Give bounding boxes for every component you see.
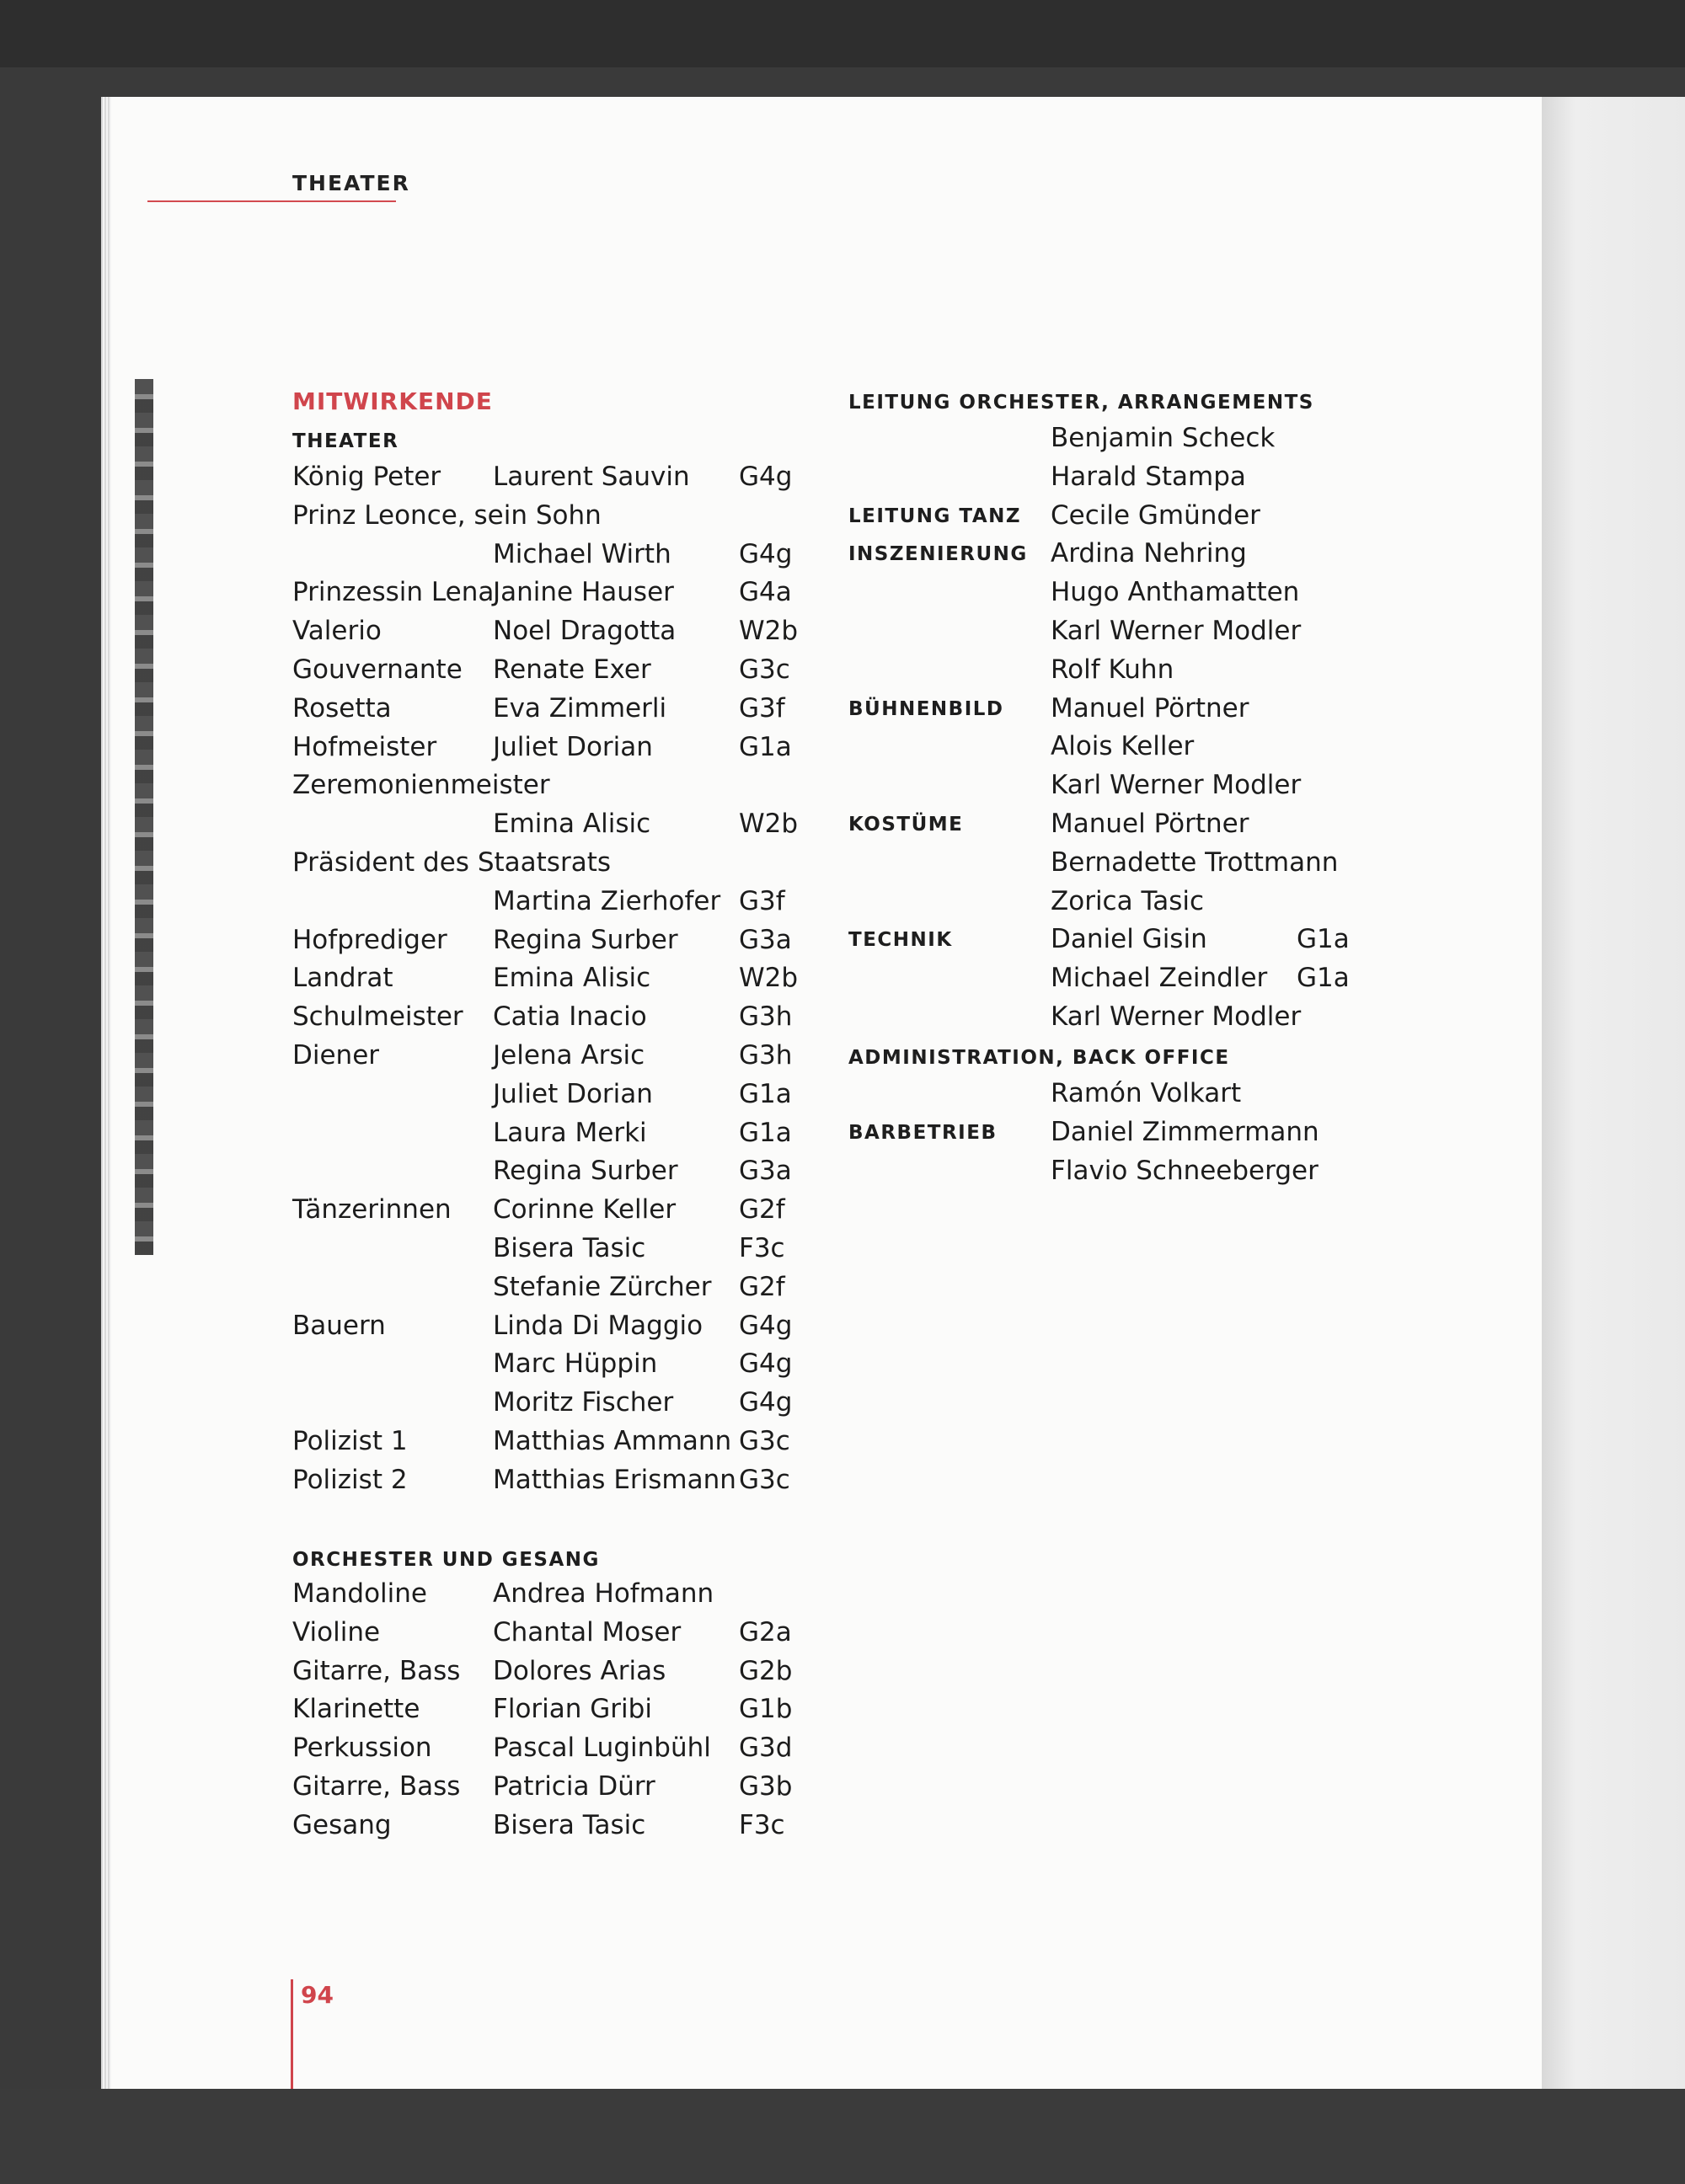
- cast-code: G2a: [739, 1616, 792, 1647]
- cast-role: Valerio: [292, 616, 382, 647]
- scan-background-bottom: [0, 2089, 1685, 2184]
- cast-name: Pascal Luginbühl: [493, 1733, 711, 1764]
- credit-name: Ramón Volkart: [1051, 1078, 1242, 1108]
- cast-code: F3c: [739, 1233, 785, 1263]
- credit-name: Cecile Gmünder: [1051, 499, 1260, 531]
- header-rule: [147, 200, 396, 202]
- credit-name: Flavio Schneeberger: [1051, 1155, 1319, 1186]
- cast-name: Laurent Sauvin: [493, 462, 690, 492]
- cast-code: G1b: [739, 1694, 793, 1725]
- subheading-theater: THEATER: [292, 430, 399, 452]
- cast-role: Bauern: [292, 1310, 386, 1341]
- cast-code: W2b: [739, 963, 799, 994]
- cast-name: Chantal Moser: [493, 1616, 682, 1647]
- cast-name: Renate Exer: [493, 654, 651, 685]
- cast-role: Präsident des Staatsrats: [292, 847, 611, 878]
- page-number: 94: [301, 1981, 334, 2009]
- credit-name: Ardina Nehring: [1051, 538, 1247, 569]
- cast-name: Matthias Ammann: [493, 1426, 732, 1456]
- cast-role: Prinz Leonce, sein Sohn: [292, 499, 602, 531]
- credit-name: Michael Zeindler: [1051, 963, 1268, 994]
- cast-name: Regina Surber: [493, 1156, 678, 1187]
- cast-role: Polizist 2: [292, 1464, 408, 1495]
- credit-code: G1a: [1297, 924, 1350, 955]
- cast-role: Gouvernante: [292, 654, 463, 685]
- credit-label-leitung-orchester: LEITUNG ORCHESTER, ARRANGEMENTS: [848, 392, 1314, 414]
- cast-role: Violine: [292, 1616, 381, 1647]
- cast-role: König Peter: [292, 462, 441, 492]
- cast-name: Catia Inacio: [493, 1001, 647, 1033]
- cast-code: G3c: [739, 1426, 790, 1456]
- credit-name: Daniel Gisin: [1051, 924, 1207, 955]
- credit-code: G1a: [1297, 963, 1350, 994]
- cast-role: Perkussion: [292, 1733, 432, 1764]
- cast-role: Gitarre, Bass: [292, 1655, 461, 1686]
- credit-label-administration: ADMINISTRATION, BACK OFFICE: [848, 1047, 1230, 1069]
- credit-name: Hugo Anthamatten: [1051, 577, 1300, 608]
- credit-label: TECHNIK: [848, 929, 953, 952]
- cast-code: G1a: [739, 1078, 792, 1109]
- cast-code: G4g: [739, 462, 793, 492]
- cast-role: Mandoline: [292, 1578, 427, 1609]
- cast-name: Eva Zimmerli: [493, 692, 667, 724]
- cast-role: Prinzessin Lena: [292, 577, 495, 608]
- credit-name: Manuel Pörtner: [1051, 809, 1249, 839]
- cast-role: Tänzerinnen: [292, 1194, 452, 1225]
- credit-name: Karl Werner Modler: [1051, 616, 1302, 646]
- cast-code: W2b: [739, 616, 799, 647]
- cast-name: Matthias Erismann: [493, 1464, 736, 1495]
- page-number-rule: [291, 1979, 293, 2089]
- cast-name: Janine Hauser: [493, 577, 674, 608]
- cast-role: Diener: [292, 1040, 380, 1071]
- cast-role: Polizist 1: [292, 1426, 408, 1456]
- cast-code: G3b: [739, 1771, 793, 1802]
- cast-name: Andrea Hofmann: [493, 1578, 714, 1609]
- cast-role: Schulmeister: [292, 1001, 463, 1033]
- cast-name: Stefanie Zürcher: [493, 1271, 712, 1302]
- cast-code: G3d: [739, 1733, 793, 1764]
- cast-code: G3h: [739, 1001, 793, 1033]
- cast-name: Florian Gribi: [493, 1694, 652, 1725]
- cast-name: Emina Alisic: [493, 809, 651, 840]
- cast-role: Gesang: [292, 1809, 392, 1840]
- cast-code: G3f: [739, 692, 785, 724]
- cast-name: Bisera Tasic: [493, 1809, 646, 1840]
- cast-name: Juliet Dorian: [493, 1078, 653, 1109]
- cast-role: Klarinette: [292, 1694, 420, 1725]
- credit-name: Manuel Pörtner: [1051, 692, 1249, 724]
- cast-code: F3c: [739, 1809, 785, 1840]
- cast-code: G3a: [739, 924, 792, 955]
- cast-name: Michael Wirth: [493, 538, 671, 569]
- credit-name: Karl Werner Modler: [1051, 1001, 1302, 1032]
- cast-code: G3h: [739, 1040, 793, 1071]
- section-heading-mitwirkende: MITWIRKENDE: [292, 387, 493, 415]
- cast-code: G4g: [739, 1310, 793, 1341]
- credit-name: Benjamin Scheck: [1051, 423, 1276, 453]
- cast-code: G4a: [739, 577, 792, 608]
- cast-name: Dolores Arias: [493, 1655, 666, 1686]
- cast-name: Jelena Arsic: [493, 1040, 645, 1071]
- cast-name: Moritz Fischer: [493, 1387, 674, 1418]
- cast-code: G2f: [739, 1271, 785, 1302]
- cast-code: G2f: [739, 1194, 785, 1225]
- cast-role: Gitarre, Bass: [292, 1771, 461, 1802]
- cast-role: Hofprediger: [292, 924, 447, 955]
- credit-label: BÜHNENBILD: [848, 697, 1004, 720]
- cast-code: G3a: [739, 1156, 792, 1187]
- page-stack-edge: [101, 97, 111, 2089]
- cast-role: Hofmeister: [292, 731, 437, 762]
- cast-name: Patricia Dürr: [493, 1771, 655, 1802]
- cast-name: Emina Alisic: [493, 963, 651, 994]
- cast-code: G3f: [739, 885, 785, 916]
- cast-name: Corinne Keller: [493, 1194, 677, 1225]
- credit-label: INSZENIERUNG: [848, 543, 1028, 566]
- cast-name: Linda Di Maggio: [493, 1310, 703, 1341]
- cast-code: G1a: [739, 1117, 792, 1148]
- scan-background-top: [0, 0, 1685, 67]
- cast-name: Laura Merki: [493, 1117, 647, 1148]
- cast-name: Regina Surber: [493, 924, 678, 955]
- cast-name: Noel Dragotta: [493, 616, 677, 647]
- credit-label: BARBETRIEB: [848, 1121, 998, 1144]
- cast-code: G3c: [739, 1464, 790, 1495]
- credit-label: KOSTÜME: [848, 814, 964, 836]
- cast-code: G4g: [739, 538, 793, 569]
- cast-role: Zeremonienmeister: [292, 770, 550, 801]
- cast-name: Marc Hüppin: [493, 1348, 658, 1380]
- credit-name: Zorica Tasic: [1051, 885, 1205, 916]
- cast-name: Martina Zierhofer: [493, 885, 721, 916]
- cast-code: G1a: [739, 731, 792, 762]
- credit-name: Alois Keller: [1051, 731, 1195, 762]
- cast-code: W2b: [739, 809, 799, 840]
- binding-scan-artifact: [135, 379, 153, 1255]
- cast-code: G4g: [739, 1348, 793, 1380]
- credit-label: LEITUNG TANZ: [848, 505, 1022, 527]
- cast-code: G4g: [739, 1387, 793, 1418]
- credit-name: Bernadette Trottmann: [1051, 846, 1339, 878]
- cast-code: G3c: [739, 654, 790, 685]
- cast-name: Juliet Dorian: [493, 731, 653, 762]
- credit-name: Harald Stampa: [1051, 461, 1246, 492]
- facing-page-edge: [1542, 97, 1685, 2089]
- credit-name: Daniel Zimmermann: [1051, 1116, 1319, 1147]
- cast-role: Landrat: [292, 963, 393, 994]
- running-header: THEATER: [292, 171, 410, 195]
- cast-code: G2b: [739, 1655, 793, 1686]
- credit-name: Rolf Kuhn: [1051, 654, 1174, 685]
- cast-role: Rosetta: [292, 692, 392, 724]
- credit-name: Karl Werner Modler: [1051, 770, 1302, 801]
- cast-name: Bisera Tasic: [493, 1233, 646, 1263]
- subheading-orchester: ORCHESTER UND GESANG: [292, 1549, 600, 1571]
